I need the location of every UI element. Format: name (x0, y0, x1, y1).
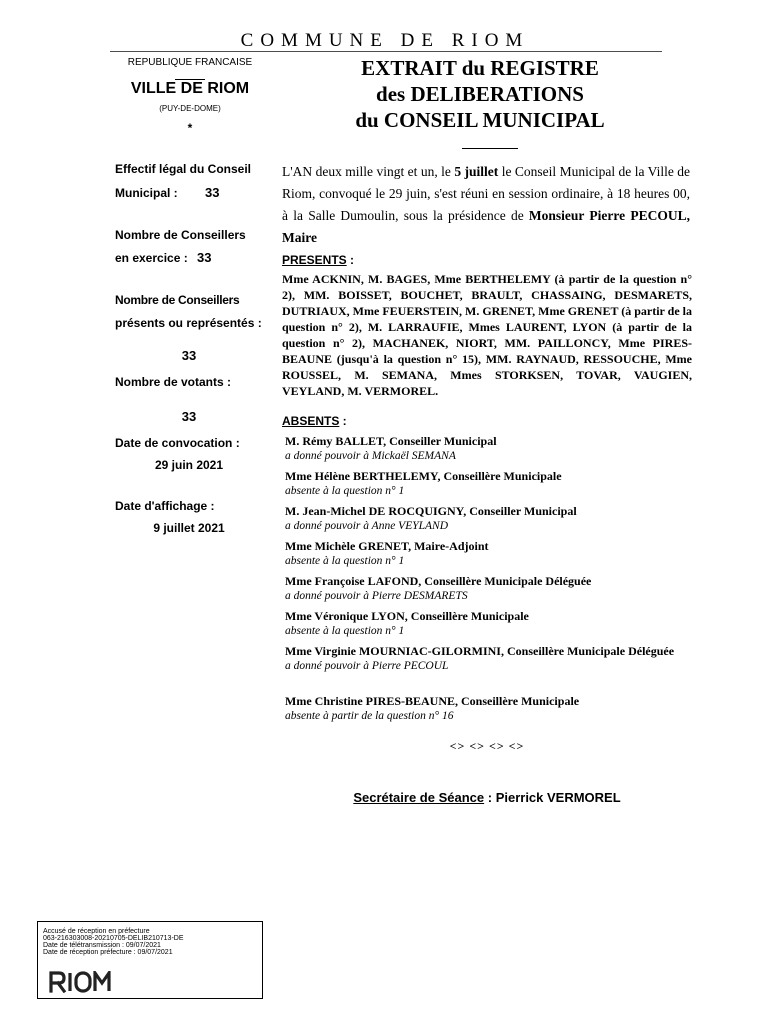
absent-note: absente à la question n° 1 (285, 485, 405, 497)
title-divider (462, 148, 518, 149)
intro-text-2: le Conseil Municipal de la Ville de Riom, convoqué le 29 juin, s'est réuni en session ordinaire, à 18 heures 00, à la Salle Dumoulin, sous la présidence de (282, 164, 690, 223)
absent-name: Mme Françoise LAFOND, Conseillère Municipale Déléguée (285, 574, 592, 588)
stamp-line-4: Date de réception préfecture : 09/07/2021 (43, 949, 173, 956)
star-mark: * (187, 121, 193, 135)
prefecture-stamp (37, 921, 263, 999)
intro-president: Monsieur Pierre PECOUL, Maire (282, 208, 690, 245)
title-line-2: des DELIBERATIONS (376, 82, 584, 106)
presents-heading-label: PRESENTS (282, 253, 347, 267)
commune-header: COMMUNE DE RIOM (240, 30, 530, 51)
absent-note: absente à partir de la question n° 16 (285, 710, 454, 722)
affichage-label: Date d'affichage : (115, 499, 215, 513)
intro-paragraph (282, 161, 690, 249)
absent-name: Mme Virginie MOURNIAC-GILORMINI, Conseillère Municipale Déléguée (285, 644, 675, 658)
absent-name: M. Jean-Michel DE ROCQUIGNY, Conseiller Municipal (285, 504, 577, 518)
absent-item (285, 504, 693, 533)
exercice-label-2: en exercice : (115, 251, 188, 265)
stamp-line-1: Accusé de réception en préfecture (43, 928, 150, 935)
effectif-label-2: Municipal : (115, 186, 178, 200)
stamp-line-3: Date de télétransmission : 09/07/2021 (43, 942, 161, 949)
absent-item (285, 609, 693, 638)
effectif-value: 33 (205, 185, 220, 200)
presents-count-value: 33 (181, 348, 197, 363)
absent-name: Mme Michèle GRENET, Maire-Adjoint (285, 539, 489, 553)
riom-logo-icon (48, 971, 116, 993)
presents-count-label-1: Nombre de Conseillers (115, 293, 240, 307)
ville-label: VILLE DE RIOM (130, 80, 250, 97)
absent-item (285, 434, 693, 463)
section-separator: <> <> <> <> (449, 739, 525, 753)
absent-item (285, 694, 693, 723)
absents-heading-suffix: : (339, 414, 347, 428)
absent-item (285, 574, 693, 603)
title-line-3: du CONSEIL MUNICIPAL (355, 108, 605, 132)
absent-item (285, 539, 693, 568)
absents-heading-label: ABSENTS (282, 414, 340, 428)
votants-label: Nombre de votants : (115, 375, 232, 389)
absents-heading (282, 414, 347, 428)
absent-name: Mme Véronique LYON, Conseillère Municipale (285, 609, 529, 623)
absent-item (285, 469, 693, 498)
absent-item (285, 644, 693, 673)
absent-note: absente à la question n° 1 (285, 625, 405, 637)
presents-count-label-2: présents ou représentés : (115, 316, 262, 330)
absent-name: Mme Hélène BERTHELEMY, Conseillère Municipale (285, 469, 562, 483)
secretaire-line (282, 790, 692, 805)
document-title (290, 55, 670, 133)
intro-text-1: L'AN deux mille vingt et un, le (282, 164, 455, 179)
affichage-value: 9 juillet 2021 (153, 521, 225, 535)
presents-heading (282, 253, 354, 267)
departement-label: (PUY-DE-DOME) (159, 104, 221, 113)
stamp-line-2: 063-216303008-20210705-DELIB210713-DE (43, 935, 184, 942)
votants-value: 33 (181, 409, 197, 424)
presents-heading-suffix: : (346, 253, 355, 267)
absent-note: absente à la question n° 1 (285, 555, 405, 567)
presents-list: Mme ACKNIN, M. BAGES, Mme BERTHELEMY (à partir de la question n° 2), MM. BOISSET, BOUCHET, BRAULT, CHASSAING, DESMARETS, DUTRIAUX, Mme FEUERSTEIN, M. GRENET, Mme GRENET (à partir de la question n° 2), M. LARRAUFIE, Mmes LAURENT, LYON (à partir de la question n° 2), MACHANEK, NIORT, MM. PAILLONCY, Mme PIRES-BEAUNE (jusqu'à la question n° 15), MM. RAYNAUD, RESSOUCHE, Mme ROUSSEL, M. SEMANA, Mmes STORKSEN, TOVAR, VAUGIEN, VEYLAND, M. VERMOREL. (282, 272, 692, 398)
convocation-label: Date de convocation : (115, 436, 240, 450)
absent-note: a donné pouvoir à Pierre DESMARETS (285, 590, 468, 602)
absent-note: a donné pouvoir à Anne VEYLAND (285, 520, 449, 532)
intro-date: 5 juillet (454, 164, 499, 179)
absent-name: Mme Christine PIRES-BEAUNE, Conseillère Municipale (285, 694, 580, 708)
absent-name: M. Rémy BALLET, Conseiller Municipal (285, 434, 497, 448)
effectif-label-1: Effectif légal du Conseil (115, 162, 252, 176)
header-divider (110, 51, 662, 52)
secretaire-name: Pierrick VERMOREL (495, 790, 621, 805)
secretaire-label: Secrétaire de Séance (353, 790, 485, 805)
republique-label: REPUBLIQUE FRANCAISE (127, 57, 253, 68)
exercice-value: 33 (197, 250, 212, 265)
absent-note: a donné pouvoir à Mickaël SEMANA (285, 450, 456, 462)
secretaire-suffix: : (484, 790, 496, 805)
title-line-1: EXTRAIT du REGISTRE (361, 56, 599, 80)
convocation-value: 29 juin 2021 (154, 458, 224, 472)
absent-note: a donné pouvoir à Pierre PECOUL (285, 660, 449, 672)
exercice-label-1: Nombre de Conseillers (115, 228, 246, 242)
